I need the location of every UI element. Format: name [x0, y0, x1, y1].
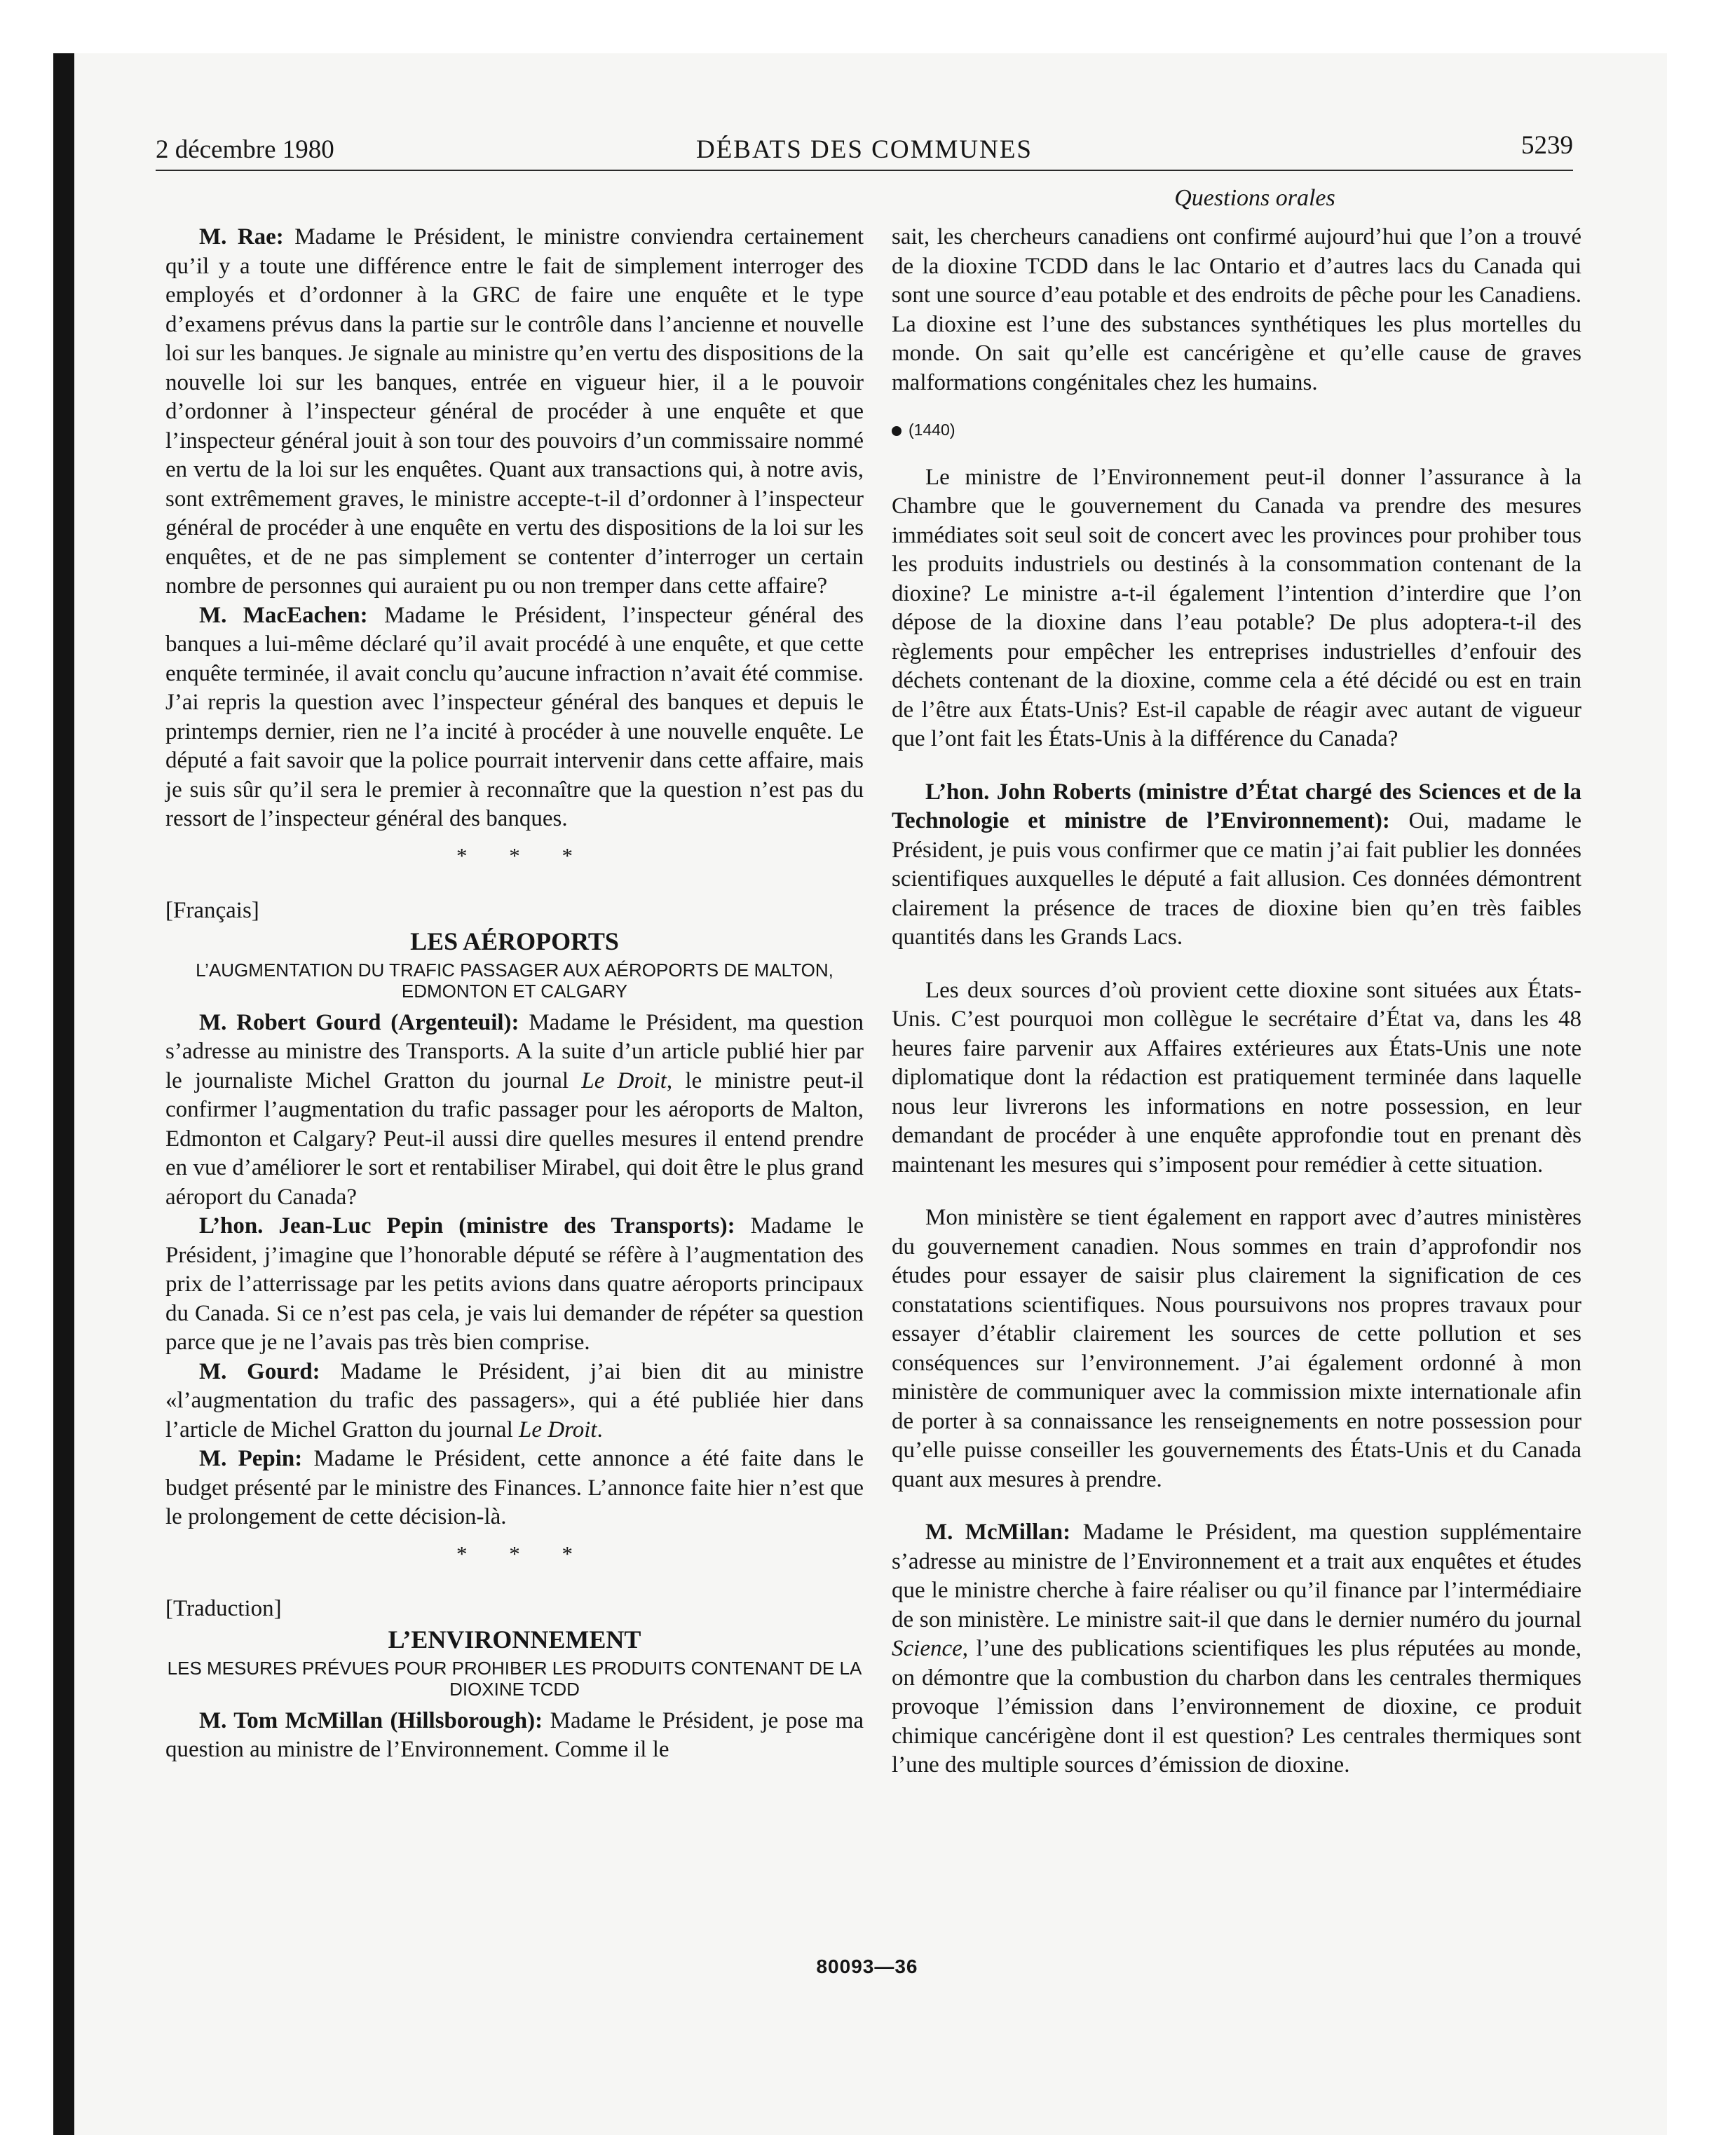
- speaker-name: M. Gourd:: [199, 1358, 320, 1384]
- header-date: 2 décembre 1980: [156, 135, 334, 164]
- speech-text: Madame le Président, l’inspecteur général des banques a lui-même déclaré qu’il avait procédé à une enquête, et que cette enquête terminée, il avait conclu qu’aucune infraction n’avait été commise. J’ai repris la question avec l’inspecteur général des banques et depuis le printemps dernier, rien ne l’a incité à procéder à une nouvelle enquête. Le député a fait savoir que la police pourrait intervenir dans cette affaire, mais je suis sûr qu’il sera le premier à reconnaître que la question n’est pas du ressort de l’inspecteur général des banques.: [165, 602, 864, 831]
- paragraph-roberts: [892, 778, 1581, 953]
- section-title: LES AÉROPORTS: [410, 927, 619, 955]
- header-title: DÉBATS DES COMMUNES: [695, 135, 1033, 164]
- speech-text: , le ministre peut-il confirmer l’augmentation du trafic passager pour les aéroports de Malton, Edmonton et Calgary? Peut-il aussi dire quelles mesures il entend prendre en vue d’améliorer le sort et rentabiliser Mirabel, qui doit être le plus grand aéroport du Canada?: [165, 1067, 864, 1210]
- speaker-name: M. Pepin:: [199, 1446, 303, 1471]
- speech-text: Madame le Président, ma question s’adresse au ministre des Transports. A la suite d’un article publié hier par le journaliste Michel Gratton du journal: [165, 1009, 864, 1093]
- paragraph-mcmillan-continued: sait, les chercheurs canadiens ont confirmé aujourd’hui que l’on a trouvé de la dioxine TCDD dans le lac Ontario et d’autres lacs du Canada qui sont une source d’eau potable et des endroits de pêche pour les Canadiens. La dioxine est l’une des substances synthétiques les plus mortelles du monde. On sait qu’elle est cancérigène et qu’elle cause de graves malformations congénitales chez les humains.: [892, 224, 1581, 395]
- speech-text: Madame le Président, j’ai bien dit au ministre «l’augmentation du trafic des passagers», qui a été publiée hier dans l’article de Michel Gratton du journal: [165, 1358, 864, 1442]
- speaker-name: M. Robert Gourd (Argenteuil):: [199, 1009, 519, 1035]
- speech-text: Oui, madame le Président, je puis vous confirmer que ce matin j’ai fait publier les données scientifiques auxquelles le député a fait allusion. Ces données démontrent clairement la présence de traces de dioxine bien qu’en très faibles quantités dans les Grands Lacs.: [892, 808, 1582, 950]
- speaker-name: M. McMillan:: [925, 1520, 1071, 1545]
- speaker-name: L’hon. John Roberts (ministre d’État chargé des Sciences et de la Technologie et ministre de l’Environnement):: [892, 779, 1581, 833]
- speaker-name: M. MacEachen:: [199, 602, 368, 628]
- bullet-icon: [892, 426, 901, 436]
- speech-text: Madame le Président, cette annonce a été faite dans le budget présenté par le ministre des Finances. L’annonce faite hier n’est que le prolongement de cette décision-là.: [165, 1446, 864, 1529]
- scan-edge: [53, 53, 74, 2135]
- section-subtitle: LES MESURES PRÉVUES POUR PROHIBER LES PRODUITS CONTENANT DE LA DIOXINE TCDD: [167, 1657, 862, 1700]
- paragraph-pepin-2: [165, 1445, 864, 1532]
- paragraph-maceachen: [165, 601, 864, 834]
- section-subtitle: L’AUGMENTATION DU TRAFIC PASSAGER AUX AÉROPORTS DE MALTON, EDMONTON ET CALGARY: [196, 959, 834, 1002]
- paragraph-pepin: [165, 1212, 864, 1358]
- right-column: [892, 223, 1581, 1780]
- speech-text: .: [597, 1417, 603, 1442]
- speech-text: , l’une des publications scientifiques les plus réputées au monde, on démontre que la combustion du charbon dans les centrales thermiques provoque l’émission dans l’environnement de dioxine, ce produit chimique cancérigène dont il est question? Les centrales thermiques sont l’une des multiple sources d’émission de dioxine.: [892, 1636, 1581, 1778]
- language-tag: [Français]: [165, 898, 259, 923]
- speech-text: Madame le Président, j’imagine que l’honorable député se réfère à l’augmentation des prix de l’atterrissage par les petits avions dans quatre aéroports principaux du Canada. Si ce n’est pas cela, je vais lui demander de répéter sa question parce que je ne l’avais pas très bien comprise.: [165, 1213, 864, 1355]
- paragraph-mcmillan-supplementary: [892, 1518, 1581, 1780]
- time-marker: [892, 416, 1581, 445]
- section-separator: * * *: [456, 1541, 591, 1566]
- speech-text: Madame le Président, le ministre conviendra certainement qu’il y a toute une différence entre le fait de simplement interroger des employés et d’ordonner à la GRC de faire une enquête et le type d’examens prévus dans la partie sur le contrôle dans l’ancienne et nouvelle loi sur les banques. Je signale au ministre qu’en vertu des dispositions de la nouvelle loi sur les banques, entrée en vigueur hier, il a le pouvoir d’ordonner à l’inspecteur général de procéder à une enquête et que l’inspecteur général jouit à son tour des pouvoirs d’un commissaire nommé en vertu de la loi sur les enquêtes. Quant aux transactions qui, à notre avis, sont extrêmement graves, le ministre accepte-t-il d’ordonner à l’inspecteur général de procéder à une enquête en vertu des dispositions de la loi sur les enquêtes, et de ne pas simplement se contenter d’interroger un certain nombre de personnes qui auraient pu ou non tremper dans cette affaire?: [165, 224, 864, 599]
- speech-text: Madame le Président, je pose ma question au ministre de l’Environnement. Comme il le: [165, 1707, 864, 1762]
- running-head: Questions orales: [1174, 185, 1335, 211]
- speaker-name: M. Rae:: [199, 224, 284, 250]
- speaker-name: M. Tom McMillan (Hillsborough):: [199, 1707, 543, 1733]
- paragraph-mcmillan-question: Le ministre de l’Environnement peut-il donner l’assurance à la Chambre que le gouvernement du Canada va prendre des mesures immédiates soit seul soit de concert avec les provinces pour prohiber tous les produits industriels ou destinés à la consommation contenant de la dioxine? Le ministre a-t-il également l’intention d’interdire que l’on dépose de la dioxine dans l’eau potable? De plus adoptera-t-il des règlements pour empêcher les entreprises industrielles d’enfouir des déchets contenant de la dioxine, comme cela a été décidé ou est en train de l’être aux États-Unis? Est-il capable de réagir avec autant de vigueur que l’ont fait les États-Unis à la différence du Canada?: [892, 464, 1581, 751]
- paragraph-mcmillan: [165, 1707, 864, 1765]
- journal-name: Le Droit: [519, 1417, 597, 1442]
- page-header: [156, 129, 1573, 171]
- paragraph-rae: [165, 223, 864, 601]
- section-title: L’ENVIRONNEMENT: [388, 1625, 641, 1653]
- paragraph-roberts-2: Les deux sources d’où provient cette dioxine sont situées aux États-Unis. C’est pourquoi mon collègue le secrétaire d’État va, dans les 48 heures faire parvenir aux Affaires extérieures aux États-Unis une note diplomatique dont la rédaction est pratiquement terminée dans laquelle nous leur livrerons les informations en notre possession, en leur demandant de procéder à une enquête approfondie tout en prenant dès maintenant les mesures qui s’imposent pour remédier à cette situation.: [892, 977, 1581, 1178]
- paragraph-gourd-2: [165, 1358, 864, 1445]
- time-marker-label: (1440): [909, 421, 955, 439]
- journal-name: Le Droit: [581, 1067, 667, 1093]
- paragraph-roberts-3: Mon ministère se tient également en rapport avec d’autres ministères du gouvernement canadien. Nous sommes en train d’approfondir nos études pour essayer de saisir plus clairement la signification de ces constatations scientifiques. Nous poursuivons nos propres travaux pour essayer d’établir clairement les sources de cette pollution et ses conséquences sur l’environnement. J’ai également ordonné à mon ministère de communiquer avec la commission mixte internationale afin de porter à sa connaissance les renseignements en notre possession pour qu’elle puisse conseiller les gouvernements des États-Unis et du Canada quant aux mesures à prendre.: [892, 1205, 1581, 1492]
- journal-name: Science: [892, 1636, 962, 1661]
- page-footer-code: 80093—36: [816, 1956, 918, 1977]
- speech-text: Madame le Président, ma question supplémentaire s’adresse au ministre de l’Environnement et a trait aux enquêtes et études que le ministre cherche à faire réaliser ou qu’il finance par l’intermédiaire de son ministère. Le ministre sait-il que dans le dernier numéro du journal: [892, 1520, 1582, 1632]
- language-tag: [Traduction]: [165, 1596, 282, 1621]
- paragraph-gourd: [165, 1009, 864, 1213]
- speaker-name: L’hon. Jean-Luc Pepin (ministre des Transports):: [199, 1213, 735, 1239]
- header-page-number: 5239: [1521, 131, 1573, 160]
- left-column: [165, 223, 864, 1765]
- section-separator: * * *: [456, 842, 591, 868]
